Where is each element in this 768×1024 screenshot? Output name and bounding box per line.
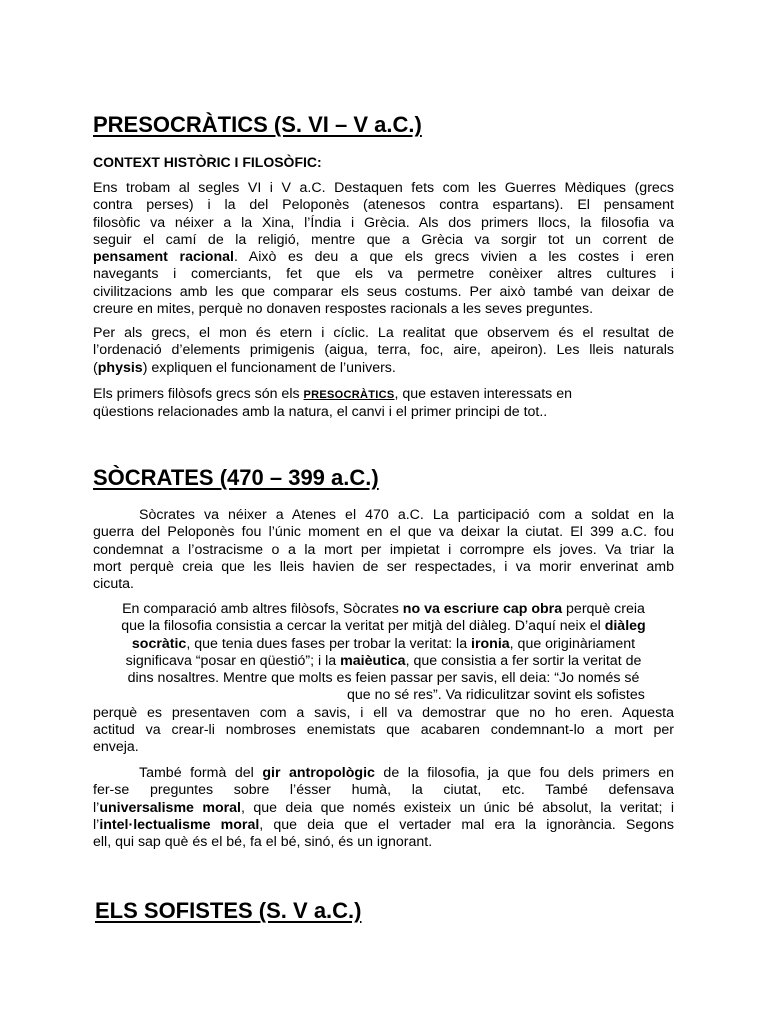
paragraph-presocratics: [93, 386, 674, 422]
section-title-sofistes: ELS SOFISTES (S. V a.C.): [95, 898, 362, 923]
text-line: civilitzacions amb les que comparar els seus costums. Per això també van deixar de: [93, 283, 674, 300]
text-run: , que estaven interessats en: [394, 386, 572, 402]
text-line: ell, qui sap què és el bé, fa el bé, sinó, és un ignorant.: [93, 834, 433, 851]
bold-term: pensament racional: [93, 249, 234, 266]
text-run: , que deia que només existeix un únic bé absolut, la veritat; i: [241, 799, 674, 816]
text-run: significava “posar en qüestió”; i la: [125, 652, 341, 669]
text-line: creure en mites, perquè no donaven respostes racionals a les seves preguntes.: [93, 301, 594, 318]
bold-term: universalisme moral: [99, 799, 241, 816]
bold-term: intel·lectualisme moral: [99, 816, 260, 833]
bold-term: gir antropològic: [262, 765, 375, 781]
text-line: Sòcrates va néixer a Atenes el 470 a.C. La participació com a soldat en la: [139, 507, 674, 523]
text-line: filosòfic va néixer a la Xina, l’Índia i Grècia. Als dos primers llocs, la filosofia va: [93, 214, 674, 231]
text-run: Els primers filòsofs grecs són els: [93, 386, 304, 402]
text-line: actitud va crear-li nombroses enemistats que acabaren condemnant-lo a mort per: [93, 722, 674, 739]
section-title-socrates: SÒCRATES (470 – 399 a.C.): [93, 465, 379, 490]
text-line: Per als grecs, el mon és etern i cíclic. La realitat que observem és el resultat de: [93, 325, 674, 341]
text-line: [93, 386, 674, 404]
bold-term: diàleg: [604, 618, 646, 635]
text-run: que la filosofia consistia a cercar la veritat per mitjà del diàleg. D’aquí neix el: [121, 618, 605, 635]
text-run: l’: [93, 816, 100, 833]
paragraph-socrates-dialog: [93, 601, 674, 757]
text-line: condemnat a l’ostracisme o a la mort per impietat i corrompre els joves. Va triar la: [93, 541, 674, 558]
text-line: [93, 249, 674, 266]
text-line: [93, 800, 674, 817]
text-line: Ens trobam al segles VI i V a.C. Destaquen fets com les Guerres Mèdiques (grecs: [93, 180, 674, 196]
bold-term: ironia: [471, 635, 510, 652]
text-line: cicuta.: [93, 576, 135, 593]
text-line: navegants i comerciants, fet que els va permetre conèixer altres cultures i: [93, 266, 674, 283]
text-line: [93, 360, 674, 377]
text-run: . Això es deu a que els grecs vivien a les costes i eren: [233, 249, 674, 266]
bold-term: maièutica: [340, 652, 406, 669]
text-line: dins nosaltres. Mentre que molts es feien passar per savis, ell deia: “Jo només sé: [127, 670, 640, 687]
paragraph-socrates-bio: [93, 507, 674, 593]
text-run: ) expliquen el funcionament de l’univers.: [142, 359, 396, 376]
section-title-presocratics: PRESOCRÀTICS (S. VI – V a.C.): [93, 112, 422, 137]
text-line: [93, 653, 674, 670]
paragraph-socrates-moral: [93, 765, 674, 851]
text-run: de la filosofia, ja que fou dels primers en: [374, 765, 674, 781]
bold-term: physis: [97, 359, 143, 376]
text-line: mort perquè creia que les lleis havien de ser respectades, i va morir enverinat amb: [93, 558, 674, 575]
bold-term: no va escriure cap obra: [402, 601, 563, 617]
text-run: , que consistia a fer sortir la veritat de: [405, 652, 642, 669]
text-run: (: [93, 359, 98, 376]
text-line: [93, 817, 674, 834]
text-line: qüestions relacionades amb la natura, el canvi i el primer principi de tot..: [93, 404, 548, 421]
paragraph-physis: [93, 325, 674, 377]
text-line: enveja.: [93, 739, 139, 756]
text-line: que no sé res”. Va ridiculitzar sovint els sofistes: [347, 687, 645, 704]
text-line: guerra del Peloponès fou l’únic moment en el que va deixar la ciutat. El 399 a.C. fou: [93, 524, 674, 541]
bold-term: socràtic: [131, 635, 187, 652]
text-line: fer-se preguntes sobre l’ésser humà, la ciutat, etc. També defensava: [93, 782, 674, 799]
text-line: [93, 765, 674, 782]
text-run: En comparació amb altres filòsofs, Sòcrates: [122, 601, 403, 617]
text-line: l’ordenació d’elements primigenis (aigua, terra, foc, aire, apeiron). Les lleis naturals: [93, 342, 674, 359]
text-line: [93, 618, 674, 635]
text-line: seguir el camí de la religió, mentre que a Grècia va sorgir tot un corrent de: [93, 231, 674, 248]
section-subtitle-context: CONTEXT HISTÒRIC I FILOSÒFIC:: [93, 154, 322, 170]
text-run: l’: [93, 799, 100, 816]
text-line: [93, 601, 674, 618]
text-line: [93, 636, 674, 653]
underlined-term: PRESOCRÀTICS: [303, 389, 395, 401]
text-line: perquè es presentaven com a savis, i ell va demostrar que no ho eren. Aquesta: [93, 704, 674, 721]
text-run: , que deia que el vertader mal era la ignorància. Segons: [259, 816, 674, 833]
text-line: contra perses) i la del Peloponès (atenesos contra espartans). El pensament: [93, 197, 674, 214]
text-run: perquè creia: [562, 601, 645, 617]
paragraph-context: [93, 180, 674, 318]
text-run: També formà del: [139, 765, 263, 781]
text-run: , que originàriament: [509, 635, 636, 652]
text-run: , que tenia dues fases per trobar la veritat: la: [186, 635, 472, 652]
